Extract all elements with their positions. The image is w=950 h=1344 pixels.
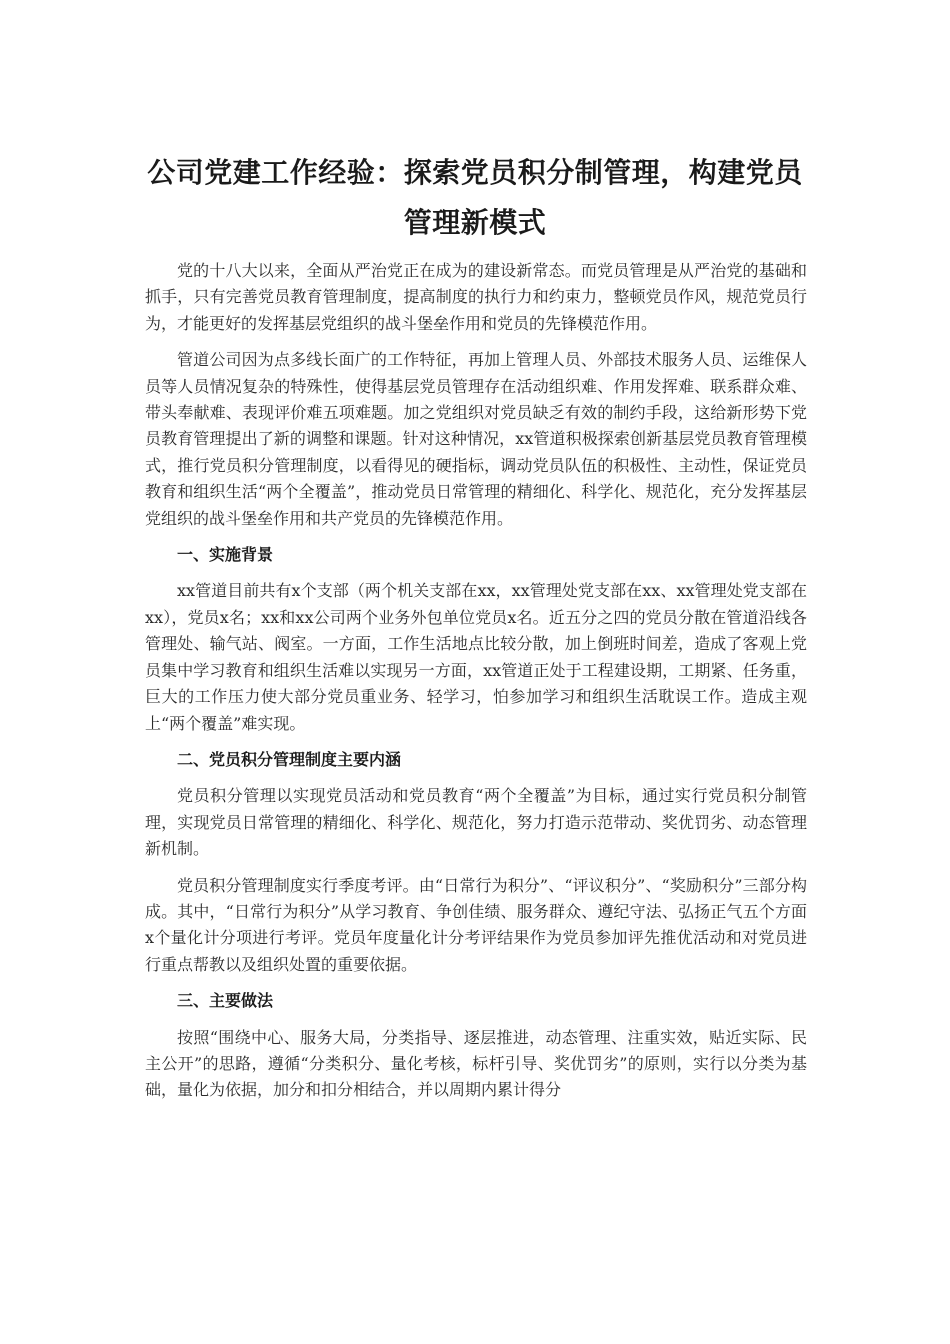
section-heading-background: 一、实施背景 <box>177 545 274 565</box>
document-title <box>130 148 820 248</box>
paragraph-intro: 党的十八大以来，全面从严治党正在成为的建设新常态。而党员管理是从严治党的基础和抓手，只有完善党员教育管理制度，提高制度的执行力和约束力，整顿党员作风，规范党员行为，才能更好的发挥基层党组织的战斗堡垒作用和党员的先锋模范作用。 <box>145 261 807 333</box>
paragraph-background: xx管道目前共有x个支部（两个机关支部在xx，xx管理处党支部在xx、xx管理处党支部在xx），党员x名；xx和xx公司两个业务外包单位党员x名。近五分之四的党员分散在管道沿线各管理处、输气站、阀室。一方面，工作生活地点比较分散，加上倒班时间差，造成了客观上党员集中学习教育和组织生活难以实现另一方面，xx管道正处于工程建设期，工期紧、任务重，巨大的工作压力使大部分党员重业务、轻学习，怕参加学习和组织生活耽误工作。造成主观上“两个覆盖”难实现。 <box>145 581 807 733</box>
paragraph-practices: 按照“围绕中心、服务大局，分类指导、逐层推进，动态管理、注重实效，贴近实际、民主公开”的思路，遵循“分类积分、量化考核，标杆引导、奖优罚劣”的原则，实行以分类为基础，量化为依据，加分和扣分相结合，并以周期内累计得分 <box>145 1027 807 1100</box>
title-line-2: 管理新模式 <box>403 206 547 239</box>
section-heading-connotation: 二、党员积分管理制度主要内涵 <box>177 749 402 769</box>
section-heading-practices: 三、主要做法 <box>177 991 274 1011</box>
paragraph-connotation-1: 党员积分管理以实现党员活动和党员教育“两个全覆盖”为目标，通过实行党员积分制管理，实现党员日常管理的精细化、科学化、规范化，努力打造示范带动、奖优罚劣、动态管理新机制。 <box>145 786 807 859</box>
paragraph-situation: 管道公司因为点多线长面广的工作特征，再加上管理人员、外部技术服务人员、运维保人员等人员情况复杂的特殊性，使得基层党员管理存在活动组织难、作用发挥难、联系群众难、带头奉献难、表现评价难五项难题。加之党组织对党员缺乏有效的制约手段，这给新形势下党员教育管理提出了新的调整和课题。针对这种情况，xx管道积极探索创新基层党员教育管理模式，推行党员积分管理制度，以看得见的硬指标，调动党员队伍的积极性、主动性，保证党员教育和组织生活“两个全覆盖”，推动党员日常管理的精细化、科学化、规范化，充分发挥基层党组织的战斗堡垒作用和共产党员的先锋模范作用。 <box>145 350 807 528</box>
title-line-1: 公司党建工作经验：探索党员积分制管理，构建党员 <box>147 156 803 189</box>
paragraph-connotation-2: 党员积分管理制度实行季度考评。由“日常行为积分”、“评议积分”、“奖励积分”三部分构成。其中，“日常行为积分”从学习教育、争创佳绩、服务群众、遵纪守法、弘扬正气五个方面x个量化计分项进行考评。党员年度量化计分考评结果作为党员参加评先推优活动和对党员进行重点帮教以及组织处置的重要依据。 <box>145 875 807 974</box>
document-body <box>145 258 807 1114</box>
